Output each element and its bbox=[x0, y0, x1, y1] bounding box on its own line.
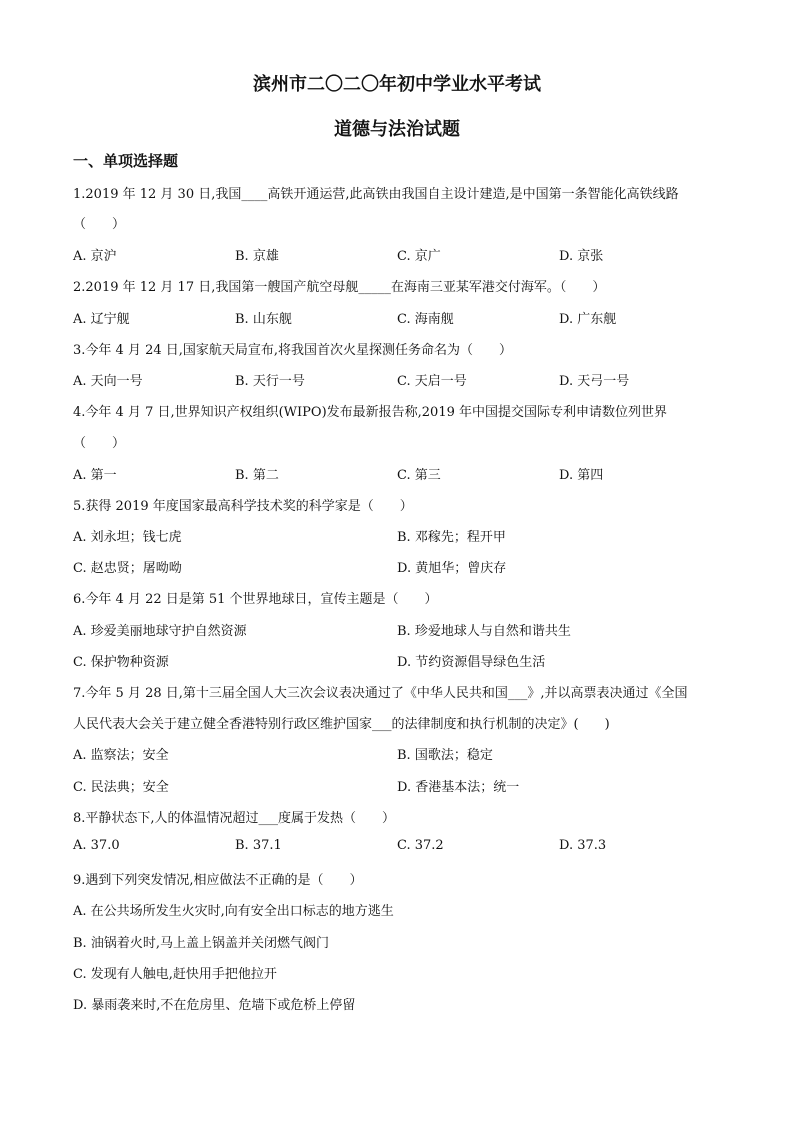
question-9-stem: 9.遇到下列突发情况,相应做法不正确的是（ ） bbox=[73, 873, 363, 888]
question-9-option-d: D. 暴雨袭来时,不在危房里、危墙下或危桥上停留 bbox=[73, 998, 356, 1013]
question-6-option-a: A. 珍爱美丽地球守护自然资源 bbox=[73, 624, 247, 639]
question-1-option-b: B. 京雄 bbox=[235, 249, 279, 264]
question-5-option-a: A. 刘永坦；钱七虎 bbox=[73, 530, 182, 545]
question-3-stem: 3.今年 4 月 24 日,国家航天局宣布,将我国首次火星探测任务命名为（ ） bbox=[73, 343, 513, 358]
question-8-option-a: A. 37.0 bbox=[73, 838, 120, 853]
question-4-option-a: A. 第一 bbox=[73, 468, 117, 483]
question-2-option-b: B. 山东舰 bbox=[235, 312, 292, 327]
question-5-stem: 5.获得 2019 年度国家最高科学技术奖的科学家是（ ） bbox=[73, 499, 413, 514]
question-3-option-d: D. 天弓一号 bbox=[559, 374, 630, 389]
question-9-option-b: B. 油锅着火时,马上盖上锅盖并关闭燃气阀门 bbox=[73, 936, 329, 951]
question-2-option-d: D. 广东舰 bbox=[559, 312, 617, 327]
question-7-option-b: B. 国歌法；稳定 bbox=[397, 748, 493, 763]
question-5-option-d: D. 黄旭华；曾庆存 bbox=[397, 561, 507, 576]
question-6-option-c: C. 保护物种资源 bbox=[73, 655, 169, 670]
question-5-option-c: C. 赵忠贤；屠呦呦 bbox=[73, 561, 182, 576]
question-6-option-d: D. 节约资源倡导绿色生活 bbox=[397, 655, 546, 670]
question-1-option-c: C. 京广 bbox=[397, 249, 441, 264]
question-3-option-a: A. 天向一号 bbox=[73, 374, 143, 389]
question-1-stem: 1.2019 年 12 月 30 日,我国____高铁开通运营,此高铁由我国自主设计建造,是中国第一条智能化高铁线路 bbox=[73, 187, 679, 202]
exam-title: 滨州市二〇二〇年初中学业水平考试 bbox=[253, 74, 541, 95]
question-7-option-c: C. 民法典；安全 bbox=[73, 780, 169, 795]
question-8-option-b: B. 37.1 bbox=[235, 838, 282, 853]
exam-subtitle: 道德与法治试题 bbox=[334, 119, 460, 140]
question-2-stem: 2.2019 年 12 月 17 日,我国第一艘国产航空母舰_____在海南三亚某军港交付海军。（ ） bbox=[73, 280, 606, 295]
question-4-stem-cont: （ ） bbox=[73, 436, 126, 451]
question-3-option-c: C. 天启一号 bbox=[397, 374, 467, 389]
question-9-option-c: C. 发现有人触电,赶快用手把他拉开 bbox=[73, 967, 277, 982]
question-4-option-d: D. 第四 bbox=[559, 468, 604, 483]
question-5-option-b: B. 邓稼先；程开甲 bbox=[397, 530, 506, 545]
question-7-option-a: A. 监察法；安全 bbox=[73, 748, 169, 763]
question-9-option-a: A. 在公共场所发生火灾时,向有安全出口标志的地方逃生 bbox=[73, 904, 394, 919]
question-8-stem: 8.平静状态下,人的体温情况超过___度属于发热（ ） bbox=[73, 811, 396, 826]
question-8-option-d: D. 37.3 bbox=[559, 838, 607, 853]
question-7-stem: 7.今年 5 月 28 日,第十三届全国人大三次会议表决通过了《中华人民共和国___》,并以高票表决通过《全国 bbox=[73, 686, 688, 701]
question-1-option-a: A. 京沪 bbox=[73, 249, 117, 264]
question-4-option-b: B. 第二 bbox=[235, 468, 279, 483]
question-1-stem-cont: （ ） bbox=[73, 217, 126, 232]
question-6-option-b: B. 珍爱地球人与自然和谐共生 bbox=[397, 624, 571, 639]
question-7-stem-cont: 人民代表大会关于建立健全香港特别行政区维护国家___的法律制度和执行机制的决定》( ) bbox=[73, 717, 610, 732]
question-6-stem: 6.今年 4 月 22 日是第 51 个世界地球日，宣传主题是（ ） bbox=[73, 592, 438, 607]
question-2-option-c: C. 海南舰 bbox=[397, 312, 454, 327]
question-3-option-b: B. 天行一号 bbox=[235, 374, 305, 389]
question-7-option-d: D. 香港基本法；统一 bbox=[397, 780, 520, 795]
question-2-option-a: A. 辽宁舰 bbox=[73, 312, 130, 327]
question-8-option-c: C. 37.2 bbox=[397, 838, 444, 853]
section-heading: 一、单项选择题 bbox=[73, 152, 179, 170]
question-4-option-c: C. 第三 bbox=[397, 468, 441, 483]
question-1-option-d: D. 京张 bbox=[559, 249, 604, 264]
question-4-stem: 4.今年 4 月 7 日,世界知识产权组织(WIPO)发布最新报告称,2019 年中国提交国际专利申请数位列世界 bbox=[73, 405, 668, 420]
